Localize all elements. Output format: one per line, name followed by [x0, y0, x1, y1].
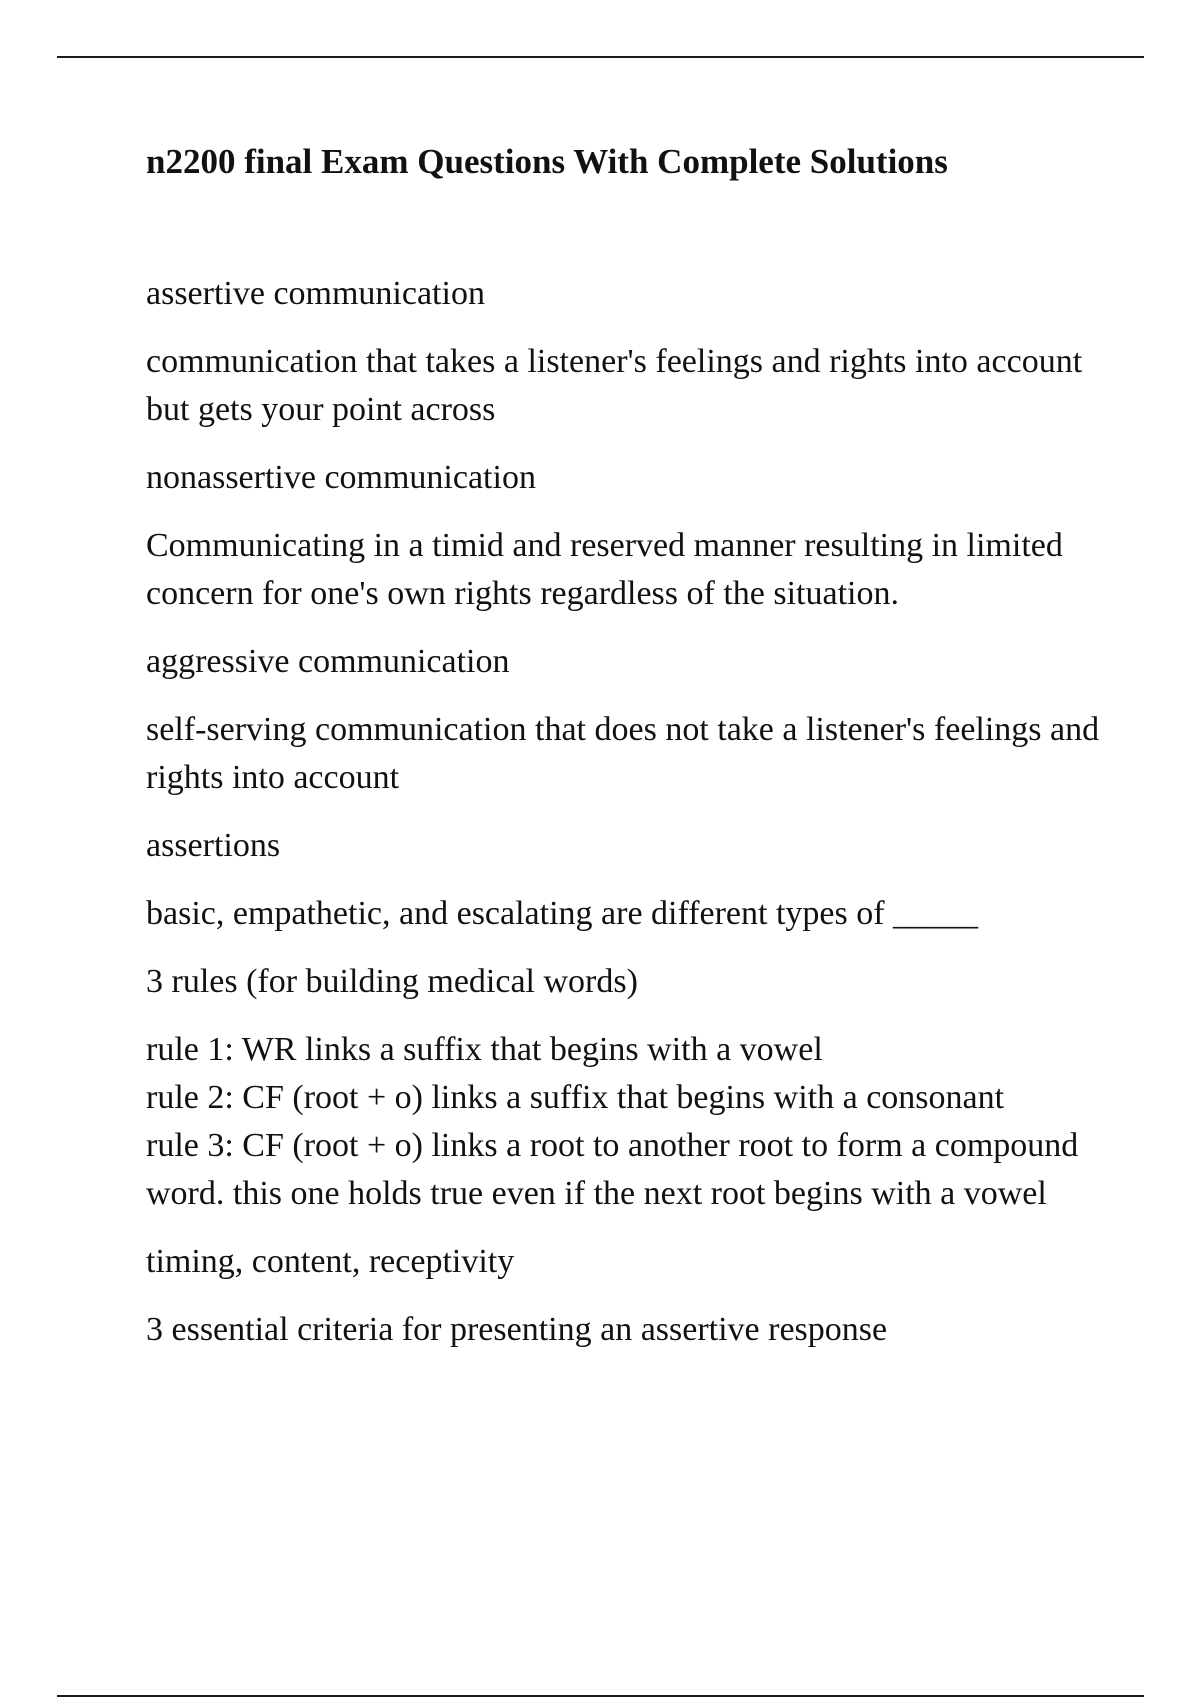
- term-timing-content-receptivity: timing, content, receptivity: [146, 1243, 515, 1280]
- term-assertive-communication: assertive communication: [146, 275, 485, 312]
- term-nonassertive-communication: nonassertive communication: [146, 459, 536, 496]
- definition-nonassertive-communication: Communicating in a timid and reserved manner resulting in limited concern for one's own rights regardless of the situation.: [146, 527, 1063, 612]
- top-divider: [57, 56, 1144, 58]
- definition-assertions: basic, empathetic, and escalating are different types of _____: [146, 895, 979, 932]
- term-assertions: assertions: [146, 827, 281, 864]
- term-aggressive-communication: aggressive communication: [146, 643, 510, 680]
- document-title: n2200 final Exam Questions With Complete Solutions: [146, 142, 948, 181]
- term-three-rules: 3 rules (for building medical words): [146, 963, 638, 1000]
- definition-three-rules: rule 1: WR links a suffix that begins with a vowel rule 2: CF (root + o) links a suffix that begins with a consonant rule 3: CF (root + o) links a root to another root to form a compound word. this one holds true even if the next root begins with a vowel: [146, 1031, 1079, 1212]
- document-body: [146, 140, 1106, 1374]
- definition-assertive-communication: communication that takes a listener's feelings and rights into account but gets your point across: [146, 343, 1083, 428]
- definition-assertive-response-criteria: 3 essential criteria for presenting an assertive response: [146, 1311, 888, 1348]
- bottom-divider: [57, 1695, 1144, 1697]
- definition-aggressive-communication: self-serving communication that does not take a listener's feelings and rights into account: [146, 711, 1100, 796]
